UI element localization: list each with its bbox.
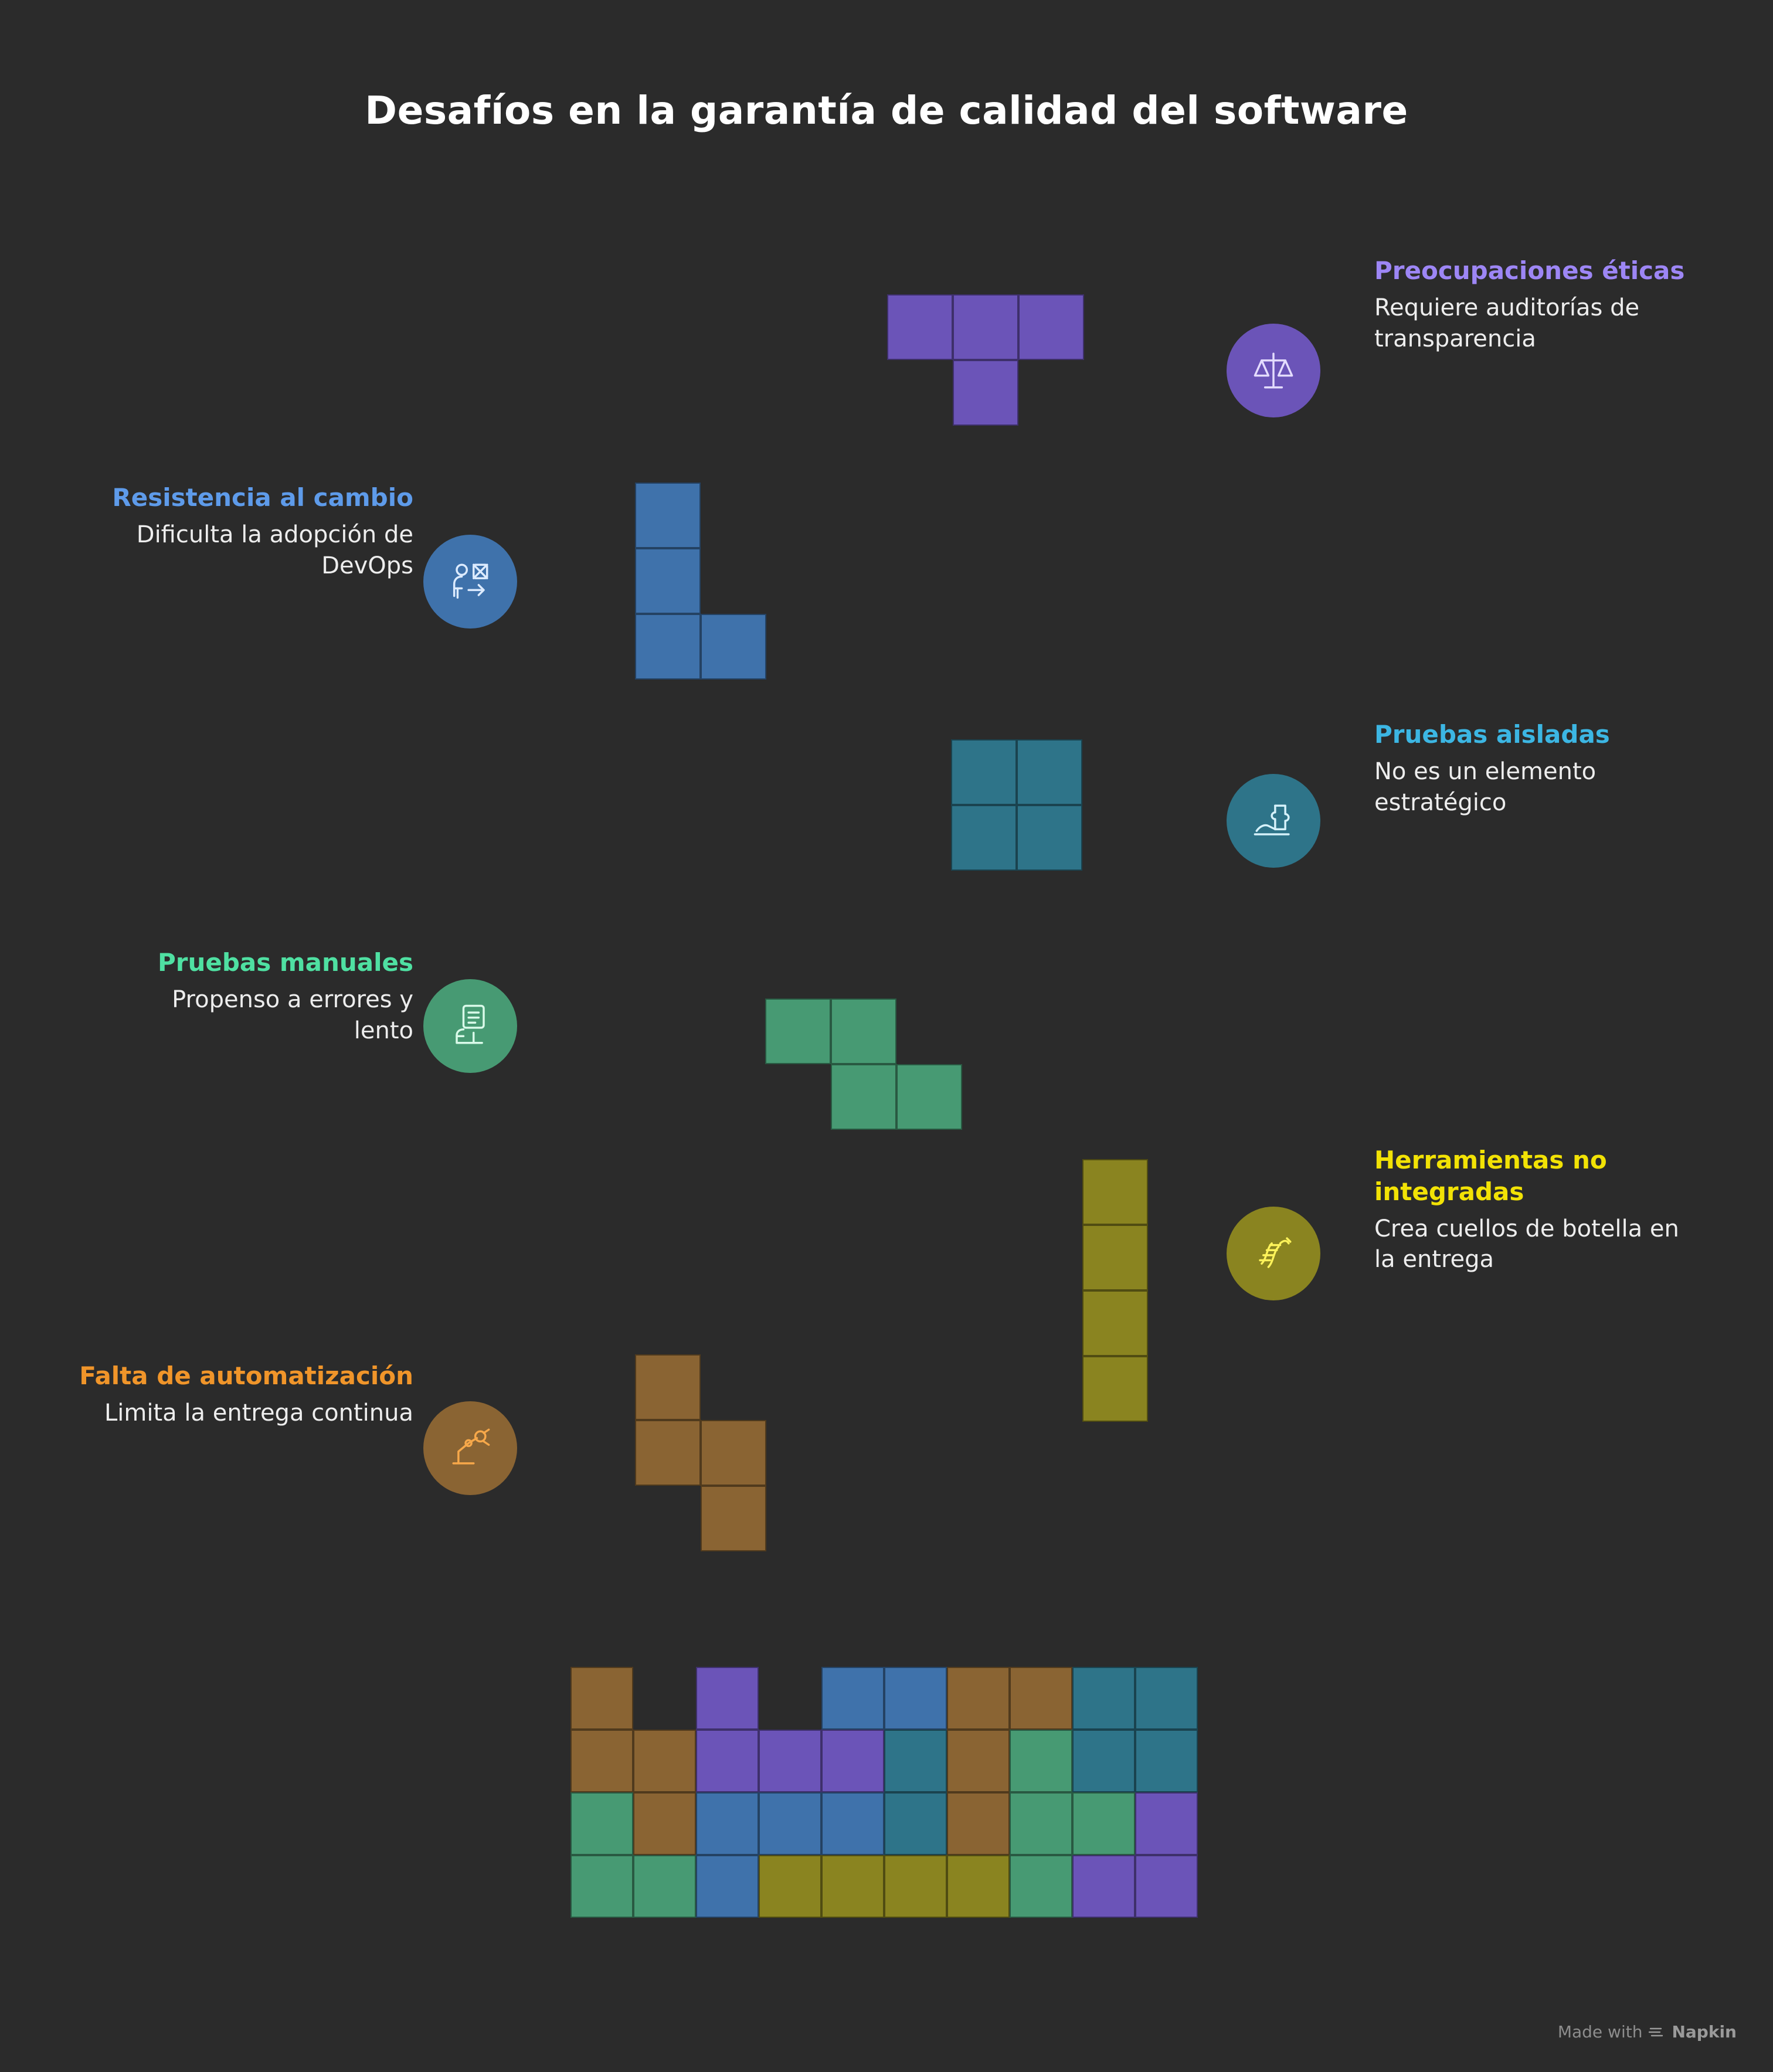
base-grid-cell: [821, 1792, 884, 1855]
piece-cell: [635, 1420, 701, 1486]
heading-falta-de-automatizacion: Falta de automatización: [79, 1361, 413, 1390]
base-grid-cell: [1135, 1855, 1198, 1918]
base-grid-cell: [1135, 1667, 1198, 1730]
heading-pruebas-manuales: Pruebas manuales: [157, 948, 413, 977]
description-preocupaciones-eticas: Requiere auditorías de transparencia: [1374, 294, 1640, 352]
base-grid-cell: [884, 1855, 947, 1918]
base-grid-cell: [696, 1667, 759, 1730]
piece-cell: [1017, 805, 1082, 871]
description-pruebas-aisladas: No es un elemento estratégico: [1374, 758, 1597, 816]
heading-herramientas-no-integradas: Herramientas no integradas: [1374, 1146, 1607, 1206]
napkin-logo-icon: [1648, 2025, 1666, 2039]
hand-checklist-icon: [443, 999, 497, 1053]
label-falta-de-automatizacion: [76, 1360, 413, 1429]
description-falta-de-automatizacion: Limita la entrega continua: [104, 1399, 413, 1426]
piece-cell: [635, 1354, 701, 1420]
base-grid-cell: [570, 1667, 633, 1730]
base-grid-cell: [884, 1667, 947, 1730]
piece-cell: [831, 998, 896, 1064]
piece-cell: [951, 739, 1017, 805]
base-grid-cell: [884, 1792, 947, 1855]
base-grid-cell: [696, 1855, 759, 1918]
base-grid-cell: [633, 1730, 696, 1792]
piece-cell: [635, 614, 701, 680]
label-resistencia-al-cambio: [108, 482, 413, 581]
footer-made-with-text: Made with: [1557, 2022, 1643, 2042]
piece-cell: [1082, 1290, 1148, 1356]
piece-cell: [1082, 1356, 1148, 1422]
base-grid-cell: [1072, 1667, 1135, 1730]
piece-cell: [1082, 1225, 1148, 1290]
icon-resistencia-al-cambio: [423, 535, 517, 629]
base-grid-cell: [570, 1855, 633, 1918]
person-change-icon: [443, 555, 497, 609]
icon-preocupaciones-eticas: [1227, 324, 1320, 417]
base-grid-cell: [1010, 1667, 1072, 1730]
base-grid-cell: [570, 1730, 633, 1792]
piece-cell: [701, 1486, 766, 1551]
piece-cell: [896, 1064, 962, 1130]
piece-cell: [887, 294, 953, 360]
base-grid-cell: [696, 1730, 759, 1792]
description-resistencia-al-cambio: Dificulta la adopción de DevOps: [136, 521, 413, 579]
base-grid-cell: [759, 1730, 821, 1792]
base-grid-cell: [1010, 1792, 1072, 1855]
icon-herramientas-no-integradas: [1227, 1207, 1320, 1300]
piece-cell: [1017, 739, 1082, 805]
base-grid-cell: [947, 1792, 1010, 1855]
base-grid-cell: [570, 1792, 633, 1855]
base-grid-cell: [947, 1667, 1010, 1730]
base-grid-cell: [759, 1792, 821, 1855]
label-pruebas-manuales: [108, 947, 413, 1046]
base-grid-cell: [947, 1855, 1010, 1918]
scales-icon: [1246, 344, 1300, 398]
piece-cell: [635, 548, 701, 614]
piece-cell: [953, 294, 1018, 360]
base-grid-cell: [1010, 1855, 1072, 1918]
robot-arm-icon: [443, 1421, 497, 1475]
label-preocupaciones-eticas: [1374, 255, 1703, 354]
piece-cell: [831, 1064, 896, 1130]
description-pruebas-manuales: Propenso a errores y lento: [172, 986, 413, 1044]
base-grid-cell: [633, 1792, 696, 1855]
base-grid-cell: [1010, 1730, 1072, 1792]
piece-cell: [951, 805, 1017, 871]
base-grid-cell: [821, 1667, 884, 1730]
piece-cell: [953, 360, 1018, 426]
base-grid-cell: [884, 1730, 947, 1792]
base-grid-cell: [1135, 1730, 1198, 1792]
page-title: Desafíos en la garantía de calidad del software: [365, 88, 1408, 133]
chain-links-icon: [1246, 1227, 1300, 1280]
base-grid-cell: [1072, 1792, 1135, 1855]
base-grid-cell: [1135, 1792, 1198, 1855]
heading-resistencia-al-cambio: Resistencia al cambio: [112, 483, 413, 512]
description-herramientas-no-integradas: Crea cuellos de botella en la entrega: [1374, 1215, 1679, 1273]
piece-cell: [701, 614, 766, 680]
base-grid-cell: [696, 1792, 759, 1855]
label-pruebas-aisladas: [1374, 719, 1703, 818]
heading-preocupaciones-eticas: Preocupaciones éticas: [1374, 256, 1685, 285]
base-grid-cell: [633, 1855, 696, 1918]
piece-cell: [635, 483, 701, 548]
base-grid-cell: [1072, 1730, 1135, 1792]
icon-falta-de-automatizacion: [423, 1401, 517, 1495]
base-grid-cell: [1072, 1855, 1135, 1918]
icon-pruebas-manuales: [423, 979, 517, 1073]
heading-pruebas-aisladas: Pruebas aisladas: [1374, 720, 1610, 749]
piece-cell: [1018, 294, 1084, 360]
piece-cell: [765, 998, 831, 1064]
label-herramientas-no-integradas: [1374, 1144, 1703, 1275]
footer-attribution: [1558, 2022, 1737, 2042]
base-grid-cell: [947, 1730, 1010, 1792]
base-grid-cell: [759, 1855, 821, 1918]
base-grid-cell: [821, 1730, 884, 1792]
piece-cell: [1082, 1159, 1148, 1225]
icon-pruebas-aisladas: [1227, 774, 1320, 868]
footer-brand-name: Napkin: [1672, 2022, 1737, 2042]
base-grid-cell: [821, 1855, 884, 1918]
puzzle-hand-icon: [1246, 794, 1300, 848]
piece-cell: [701, 1420, 766, 1486]
